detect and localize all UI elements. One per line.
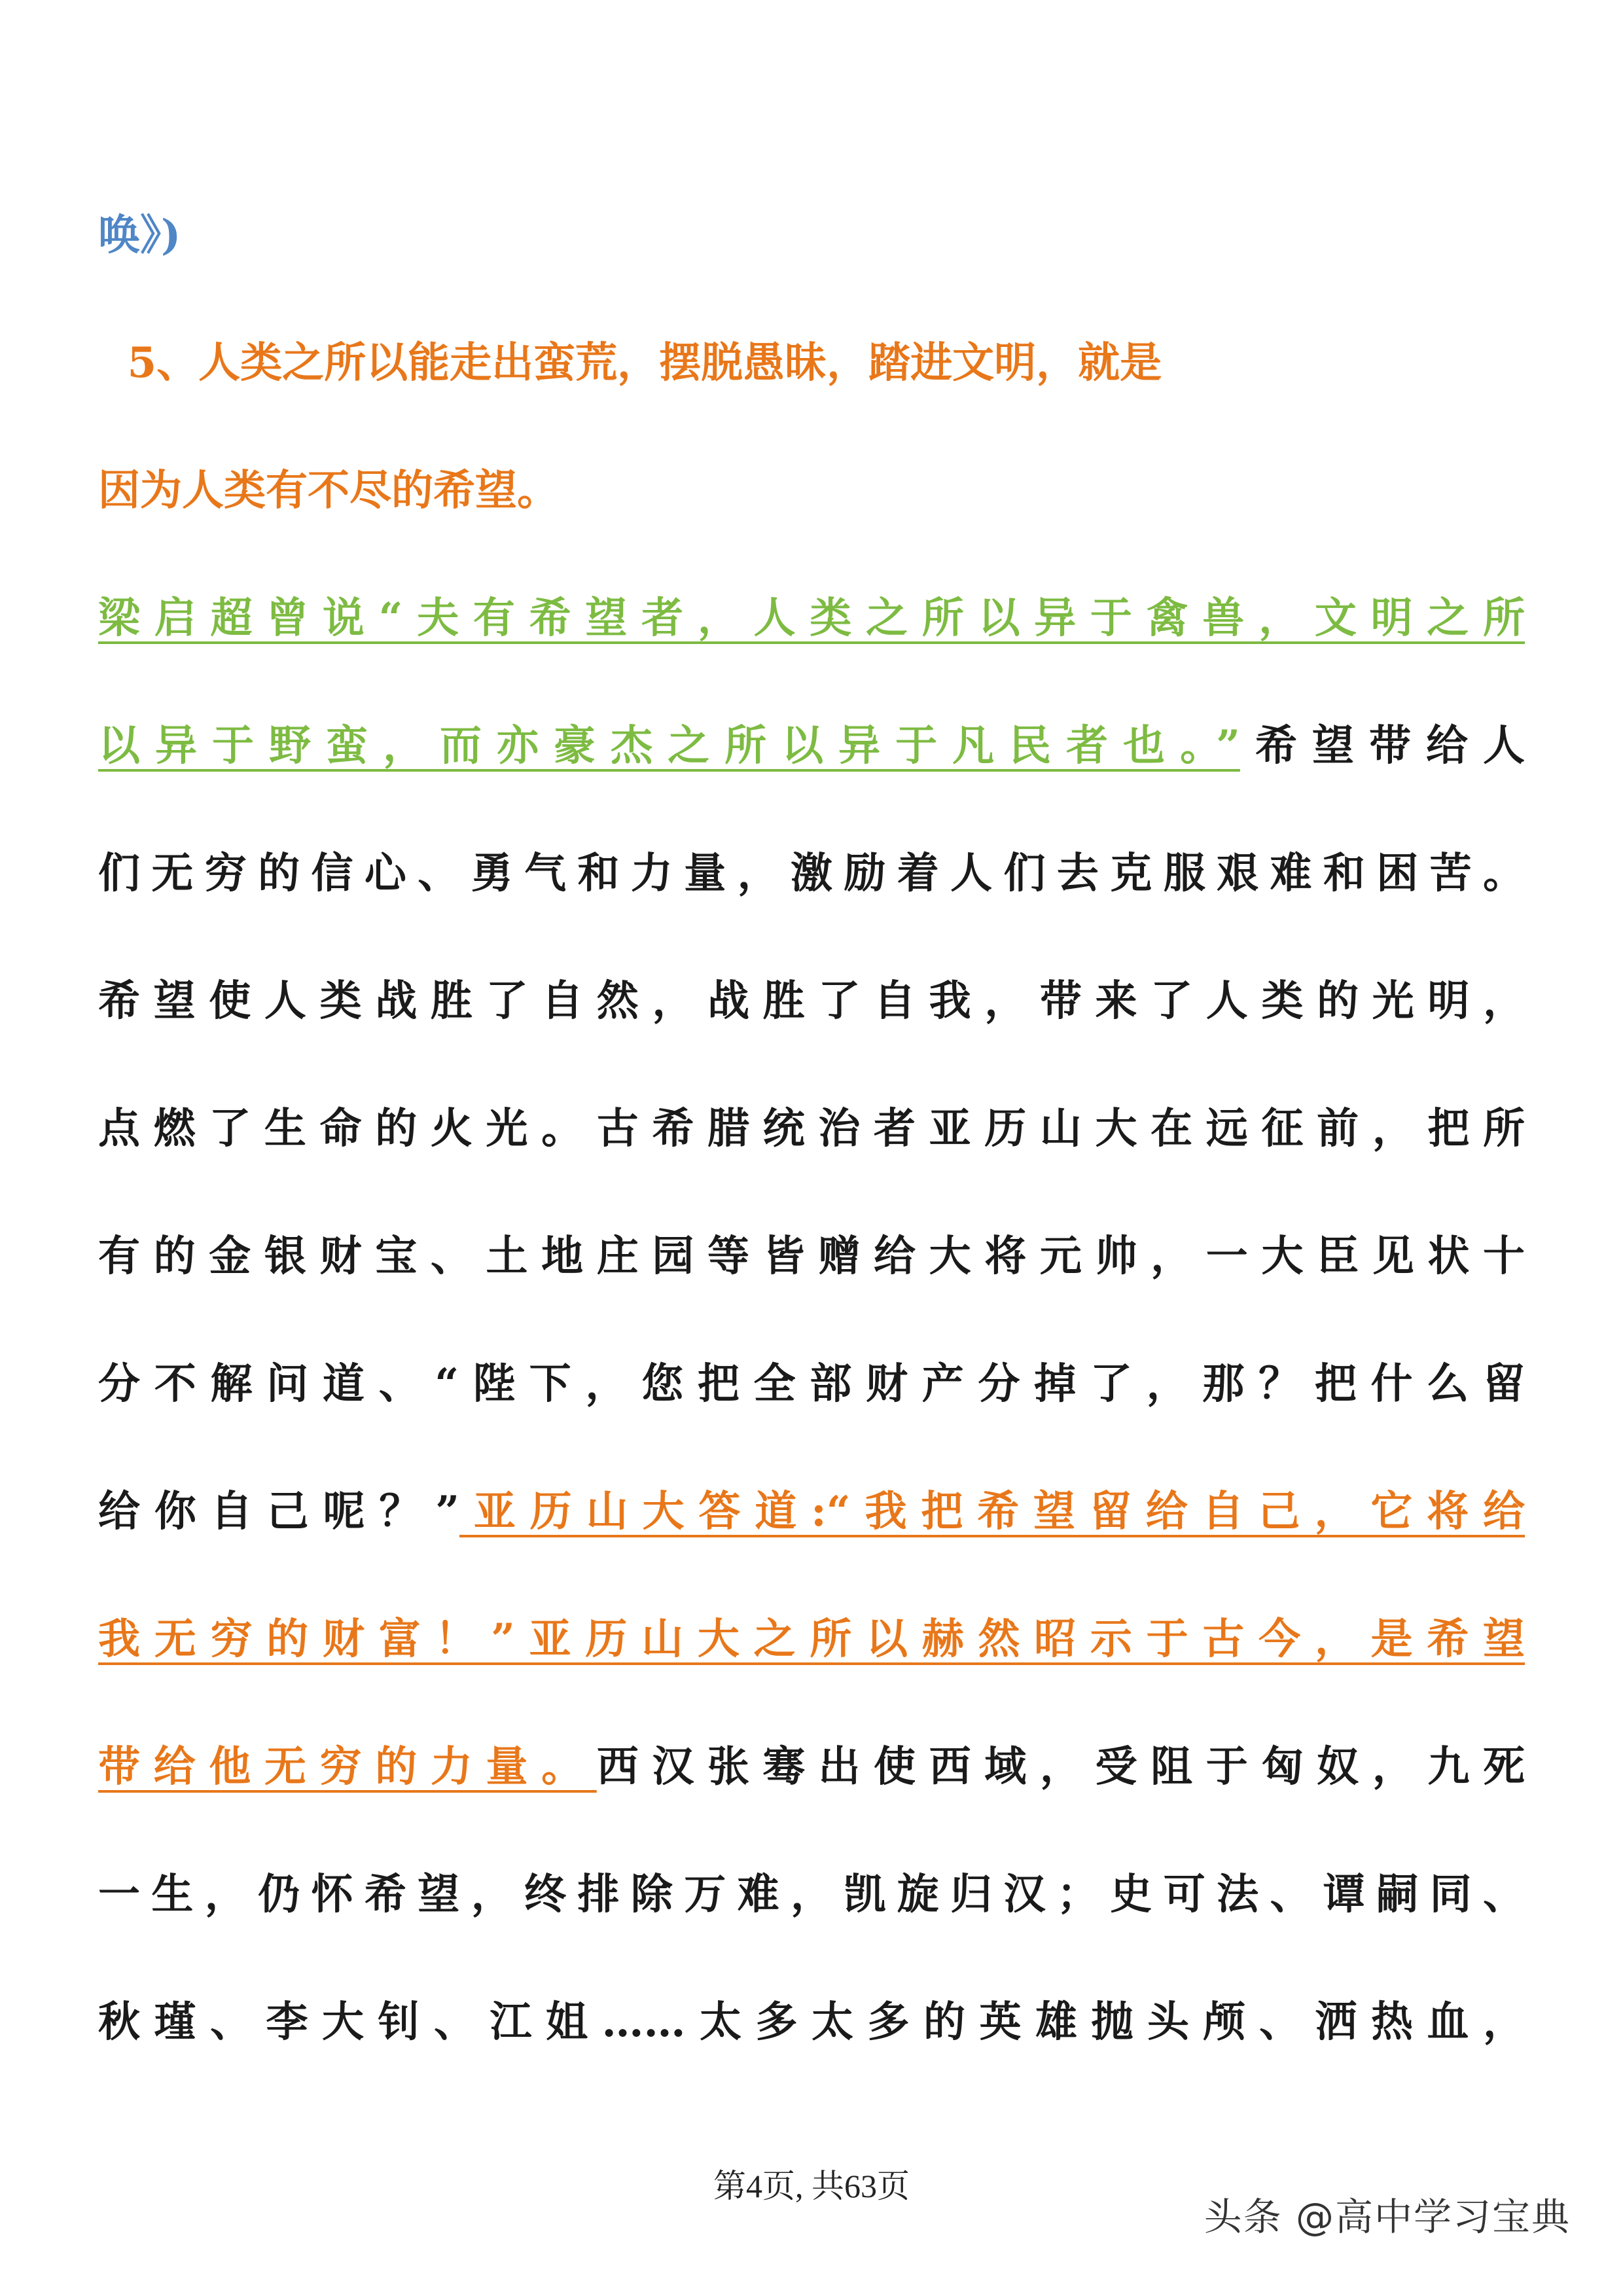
text-line-11 bbox=[98, 1600, 1525, 1679]
text-segment: 我无穷的财富！”亚历山大之所以赫然昭示于古今，是希望 bbox=[98, 1615, 1525, 1664]
text-segment: 5、人类之所以能走出蛮荒，摆脱愚昧，踏进文明，就是 bbox=[98, 338, 1162, 387]
text-segment: 希望使人类战胜了自然，战胜了自我，带来了人类的光明， bbox=[98, 977, 1525, 1026]
text-segment: 们无穷的信心、勇气和力量，激励着人们去克服艰难和困苦。 bbox=[98, 849, 1525, 898]
text-line-10 bbox=[98, 1473, 1525, 1551]
text-line-6 bbox=[98, 962, 1525, 1041]
text-segment: 有的金银财宝、土地庄园等皆赠给大将元帅，一大臣见状十 bbox=[98, 1232, 1525, 1281]
text-line-4 bbox=[98, 707, 1525, 785]
text-line-9 bbox=[98, 1345, 1525, 1424]
text-segment: 梁启超曾说“夫有希望者，人类之所以异于禽兽，文明之所 bbox=[98, 594, 1525, 643]
text-line-8 bbox=[98, 1217, 1525, 1296]
text-segment: 一生，仍怀希望，终排除万难，凯旋归汉；史可法、谭嗣同、 bbox=[98, 1870, 1525, 1919]
text-line-1 bbox=[98, 324, 1525, 403]
text-line-0 bbox=[98, 196, 1525, 275]
text-line-3 bbox=[98, 579, 1525, 658]
text-segment: 分不解问道、“陛下，您把全部财产分掉了，那？把什么留 bbox=[98, 1359, 1525, 1408]
text-segment: 给你自己呢？” bbox=[98, 1487, 460, 1536]
text-line-5 bbox=[98, 834, 1525, 913]
text-segment: 亚历山大答道:“我把希望留给自己，它将给 bbox=[459, 1487, 1525, 1536]
text-segment: 点燃了生命的火光。古希腊统治者亚历山大在远征前，把所 bbox=[98, 1104, 1525, 1153]
text-line-14 bbox=[98, 1983, 1525, 2062]
page-number: 第4页, 共63页 bbox=[713, 2168, 910, 2204]
text-segment: 以异于野蛮，而亦豪杰之所以异于凡民者也。” bbox=[98, 721, 1240, 770]
text-line-7 bbox=[98, 1090, 1525, 1168]
text-line-2 bbox=[98, 452, 1525, 530]
text-segment: 因为人类有不尽的希望。 bbox=[98, 466, 559, 515]
text-segment: 唤》) bbox=[98, 211, 181, 260]
text-segment: 秋瑾、李大钊、江姐……太多太多的英雄抛头颅、洒热血， bbox=[98, 1998, 1525, 2047]
watermark: 头条 @高中学习宝典 bbox=[1204, 2195, 1571, 2239]
text-segment: 西汉张骞出使西域，受阻于匈奴，九死 bbox=[596, 1742, 1525, 1791]
text-line-13 bbox=[98, 1856, 1525, 1934]
text-line-12 bbox=[98, 1728, 1525, 1806]
text-segment: 希望带给人 bbox=[1240, 721, 1525, 770]
text-segment: 带给他无穷的力量。 bbox=[98, 1742, 597, 1791]
